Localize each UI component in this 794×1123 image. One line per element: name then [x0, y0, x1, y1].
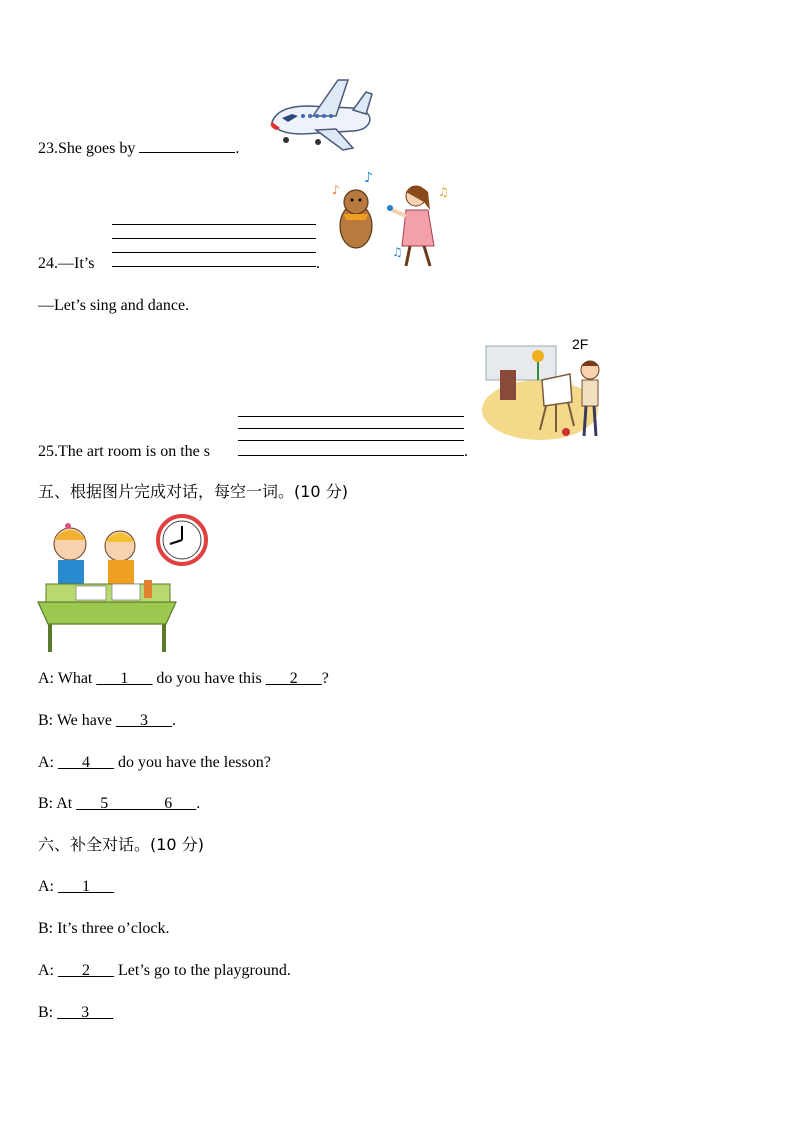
section-5-title: 五、根据图片完成对话，每空一词。(10 分) — [38, 482, 348, 501]
answer-blank-25[interactable] — [238, 455, 464, 456]
section-6-title: 六、补全对话。(10 分) — [38, 835, 204, 854]
classroom-art-illustration — [36, 514, 208, 656]
dialogue-text: do you have this — [152, 670, 266, 687]
dialogue-5-line-3 — [38, 753, 271, 773]
dialogue-6-line-1 — [38, 877, 114, 897]
answer-guide-line — [238, 440, 464, 441]
answer-blank-24[interactable] — [112, 266, 316, 267]
svg-text:♪: ♪ — [364, 170, 373, 186]
dialogue-5-line-4 — [38, 794, 200, 814]
answer-blank-5-5-6[interactable]: ___5_______6___ — [76, 795, 197, 812]
question-24-reply: —Let’s sing and dance. — [38, 297, 190, 314]
svg-text:♪: ♪ — [332, 183, 340, 197]
answer-blank-5-2[interactable]: ___2___ — [265, 670, 322, 687]
art-room-illustration — [480, 340, 610, 452]
dialogue-text: . — [196, 795, 201, 812]
dialogue-text: A: — [38, 878, 58, 895]
answer-guide-line — [238, 428, 464, 429]
question-24-text: 24.—It’s — [38, 255, 95, 272]
answer-blank-23[interactable] — [139, 138, 235, 153]
dialogue-text: B: We have — [38, 712, 116, 729]
dialogue-text: A: What — [38, 670, 97, 687]
dialogue-text: A: — [38, 962, 58, 979]
answer-guide-line — [238, 416, 464, 417]
answer-blank-6-3[interactable]: ___3___ — [57, 1004, 114, 1021]
svg-text:♫: ♫ — [438, 185, 449, 199]
floor-label: 2F — [572, 336, 589, 352]
dialogue-text: ? — [321, 670, 329, 687]
question-24-period: . — [316, 255, 320, 272]
dialogue-text: do you have the lesson? — [114, 754, 271, 771]
question-25-period: . — [464, 443, 468, 460]
dialogue-6-line-3 — [38, 961, 291, 981]
answer-guide-line — [112, 238, 316, 239]
airplane-illustration — [258, 76, 376, 152]
answer-blank-6-2[interactable]: ___2___ — [58, 962, 114, 979]
question-23-text: 23.She goes by — [38, 140, 136, 157]
answer-guide-line — [112, 224, 316, 225]
svg-text:♫: ♫ — [392, 245, 403, 259]
dialogue-text: A: — [38, 754, 58, 771]
dialogue-5-line-1 — [38, 669, 329, 689]
answer-blank-5-1[interactable]: ___1___ — [96, 670, 153, 687]
dialogue-5-line-2 — [38, 711, 176, 731]
dialogue-text: . — [171, 712, 176, 729]
dialogue-text: Let’s go to the playground. — [114, 962, 291, 979]
dialogue-text: B: — [38, 1004, 58, 1021]
dialogue-text: B: It’s three o’clock. — [38, 920, 170, 937]
question-25-text: 25.The art room is on the s — [38, 443, 210, 460]
answer-blank-5-3[interactable]: ___3___ — [115, 712, 172, 729]
answer-blank-6-1[interactable]: ___1___ — [58, 878, 114, 895]
dialogue-6-line-2 — [38, 919, 170, 939]
dialogue-text: B: At — [38, 795, 77, 812]
answer-guide-line — [112, 252, 316, 253]
question-23-period: . — [235, 140, 240, 157]
answer-blank-5-4[interactable]: ___4___ — [58, 754, 114, 771]
singing-dancing-illustration — [326, 166, 456, 270]
dialogue-6-line-4 — [38, 1003, 113, 1023]
